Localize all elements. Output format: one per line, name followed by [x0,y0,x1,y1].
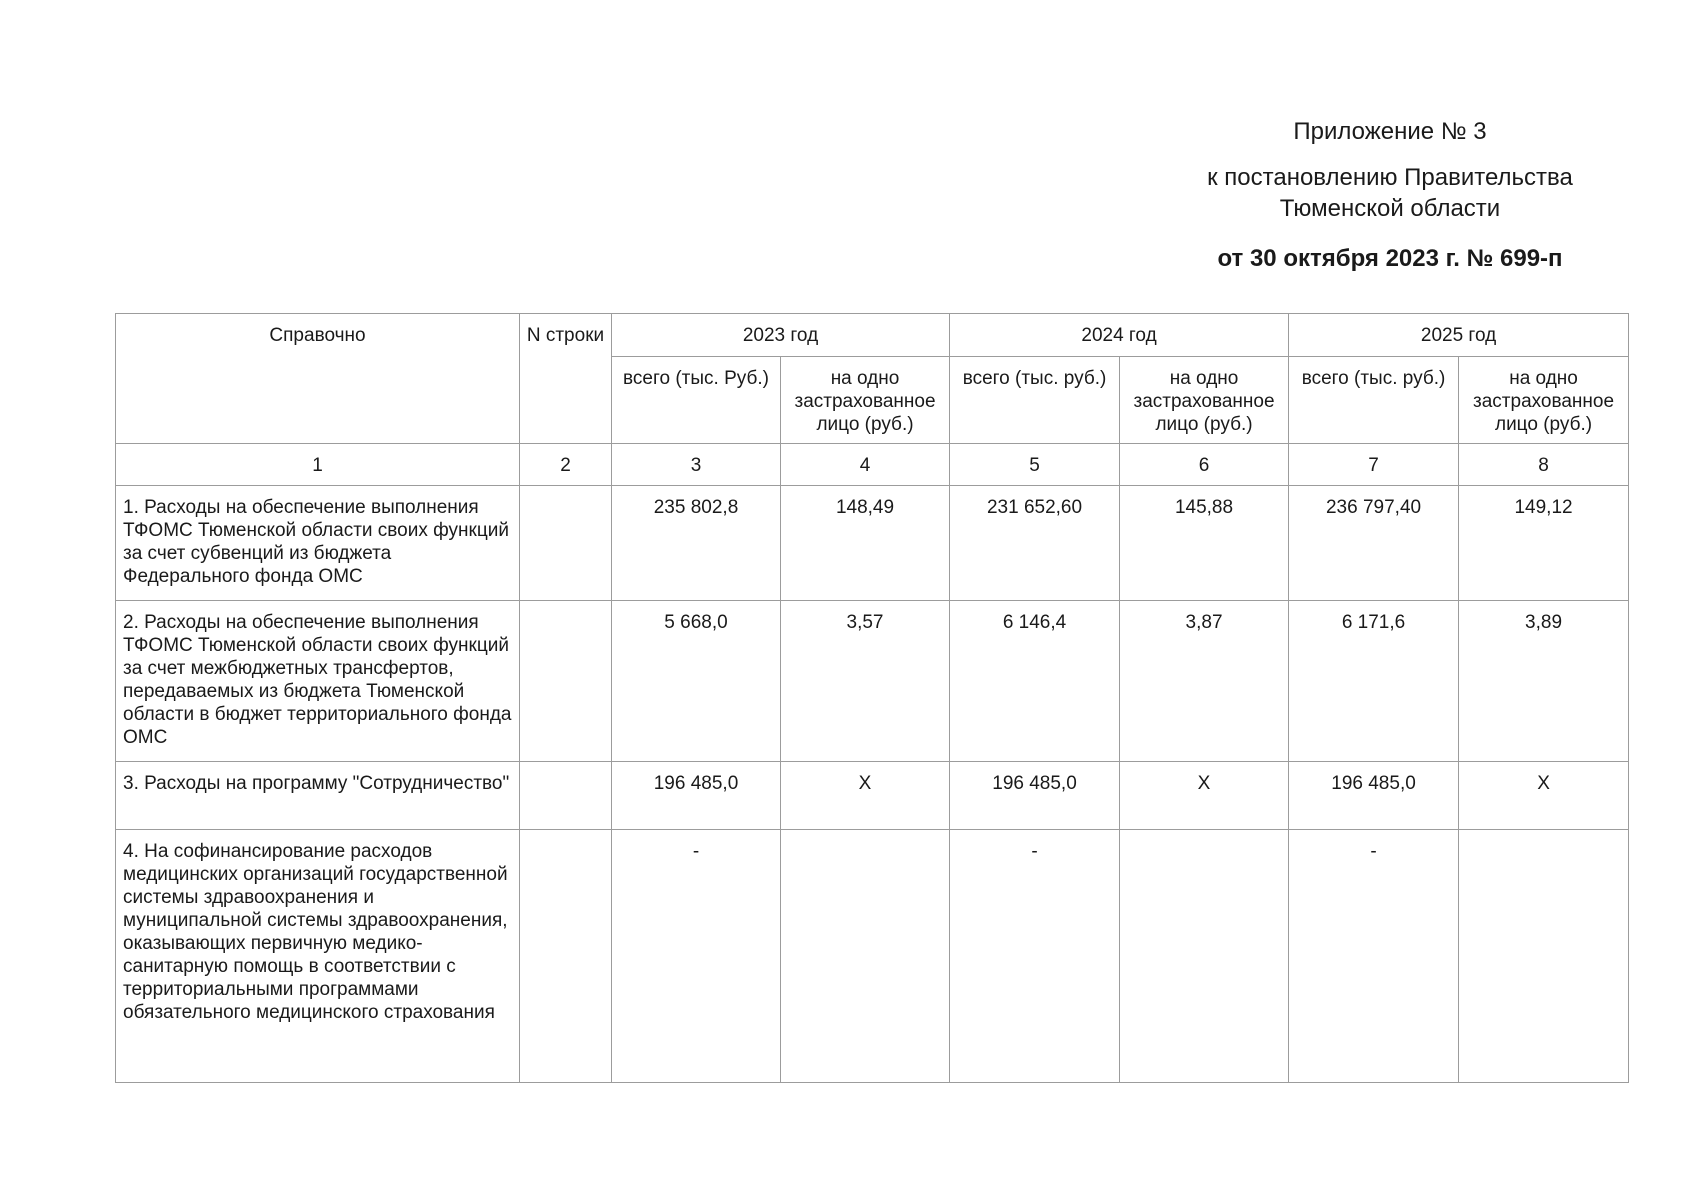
header-total-2023: всего (тыс. Руб.) [612,357,781,444]
header-row-years [116,314,1629,357]
column-number: 1 [116,444,520,486]
value-cell: X [1459,762,1629,830]
value-cell: 148,49 [781,486,950,601]
row-label: 2. Расходы на обеспечение выполнения ТФОМС Тюменской области своих функций за счет межбюджетных трансфертов, передаваемых из бюджета Тюменской области в бюджет территориального фонда ОМС [116,601,520,762]
value-cell: 6 146,4 [950,601,1120,762]
header-year-2023: 2023 год [612,314,950,357]
row-number-cell [520,601,612,762]
row-label: 4. На софинансирование расходов медицинских организаций государственной системы здравоохранения и муниципальной системы здравоохранения, оказывающих первичную медико-санитарную помощь в соответствии с территориальными программами обязательного медицинского страхования [116,830,520,1083]
value-cell: 236 797,40 [1289,486,1459,601]
header-total-2025: всего (тыс. руб.) [1289,357,1459,444]
table-row [116,486,1629,601]
value-cell: 231 652,60 [950,486,1120,601]
value-cell [1459,830,1629,1083]
value-cell [781,830,950,1083]
header-per-person-2024: на одно застрахованное лицо (руб.) [1120,357,1289,444]
resolution-line-1: к постановлению Правительства [1207,164,1573,191]
resolution-line-2: Тюменской области [1279,195,1501,222]
header-year-2025: 2025 год [1289,314,1629,357]
value-cell: 3,87 [1120,601,1289,762]
value-cell: X [1120,762,1289,830]
value-cell: 235 802,8 [612,486,781,601]
row-number-cell [520,486,612,601]
column-number: 2 [520,444,612,486]
column-number: 5 [950,444,1120,486]
value-cell: 145,88 [1120,486,1289,601]
appendix-title: Приложение № 3 [1293,118,1487,145]
table-row [116,762,1629,830]
expenses-reference-table [115,313,1629,1083]
column-number: 8 [1459,444,1629,486]
header-total-2024: всего (тыс. руб.) [950,357,1120,444]
column-number: 7 [1289,444,1459,486]
value-cell: - [950,830,1120,1083]
header-year-2024: 2024 год [950,314,1289,357]
value-cell: 196 485,0 [950,762,1120,830]
value-cell: 196 485,0 [1289,762,1459,830]
column-number: 4 [781,444,950,486]
value-cell: X [781,762,950,830]
value-cell: 6 171,6 [1289,601,1459,762]
value-cell [1120,830,1289,1083]
table-row [116,601,1629,762]
value-cell: 149,12 [1459,486,1629,601]
row-number-cell [520,830,612,1083]
value-cell: 5 668,0 [612,601,781,762]
row-label: 3. Расходы на программу "Сотрудничество" [116,762,520,830]
header-reference: Справочно [116,314,520,444]
value-cell: 3,57 [781,601,950,762]
row-label: 1. Расходы на обеспечение выполнения ТФОМС Тюменской области своих функций за счет субвенций из бюджета Федерального фонда ОМС [116,486,520,601]
value-cell: 196 485,0 [612,762,781,830]
header-per-person-2023: на одно застрахованное лицо (руб.) [781,357,950,444]
header-per-person-2025: на одно застрахованное лицо (руб.) [1459,357,1629,444]
resolution-reference [1150,162,1630,224]
column-number: 3 [612,444,781,486]
column-numbers-row [116,444,1629,486]
resolution-date-number: от 30 октября 2023 г. № 699-п [1217,245,1563,272]
value-cell: - [1289,830,1459,1083]
value-cell: - [612,830,781,1083]
table-row [116,830,1629,1083]
column-number: 6 [1120,444,1289,486]
row-number-cell [520,762,612,830]
value-cell: 3,89 [1459,601,1629,762]
header-row-number: N строки [520,314,612,444]
